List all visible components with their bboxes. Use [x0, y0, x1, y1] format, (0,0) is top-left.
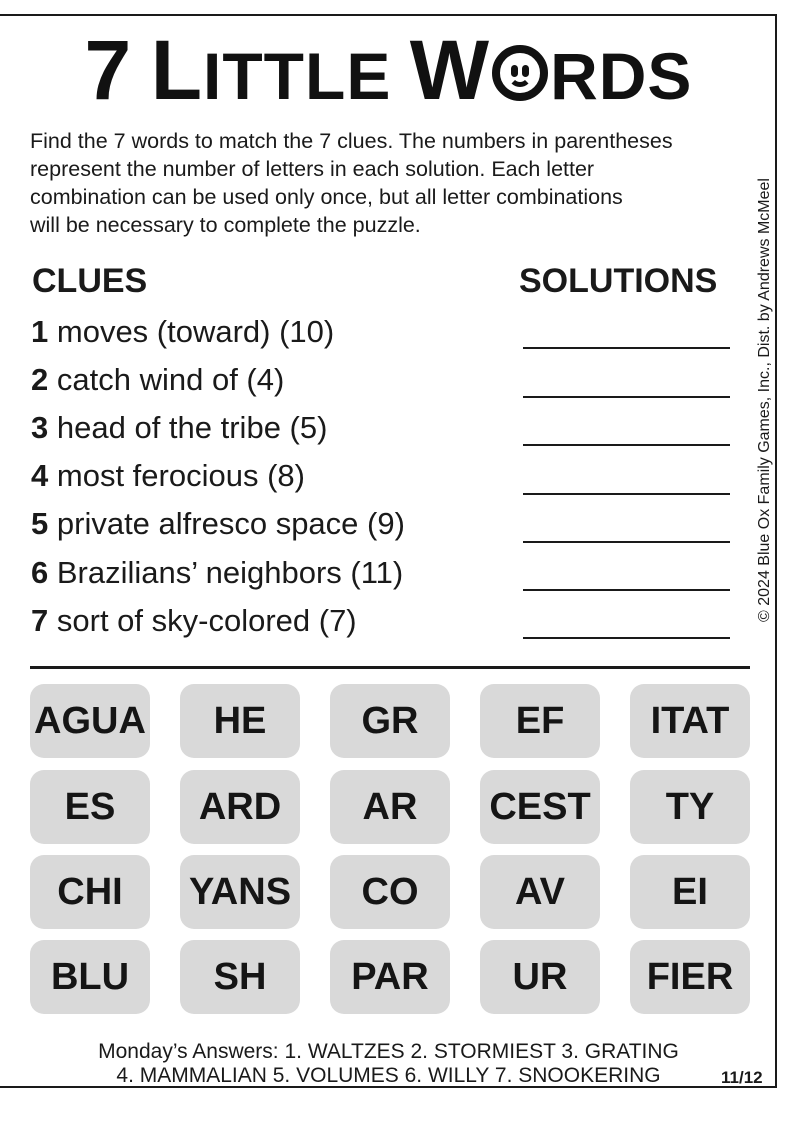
clues-header: CLUES — [32, 262, 148, 300]
clue-text: private alfresco space (9) — [56, 506, 405, 541]
letter-tile[interactable]: AGUA — [30, 684, 150, 758]
letter-tile[interactable]: ARD — [180, 770, 300, 844]
letter-tile[interactable]: SH — [180, 940, 300, 1014]
clue-number: 1 — [31, 314, 49, 349]
copyright-notice: © 2024 Blue Ox Family Games, Inc., Dist. by Andrews McMeel — [756, 178, 773, 622]
letter-tile[interactable]: ITAT — [630, 684, 750, 758]
clue-2 — [31, 362, 284, 398]
instructions-line: represent the number of letters in each solution. Each letter — [30, 157, 595, 181]
letter-tile[interactable]: TY — [630, 770, 750, 844]
clue-4 — [31, 458, 305, 494]
answers-line-1: Monday’s Answers: 1. WALTZES 2. STORMIEST 3. GRATING — [98, 1040, 679, 1063]
letter-tile[interactable]: FIER — [630, 940, 750, 1014]
clue-number: 4 — [31, 458, 49, 493]
instructions — [30, 127, 760, 239]
clue-3 — [31, 410, 327, 446]
letter-tile[interactable]: YANS — [180, 855, 300, 929]
letter-tile[interactable]: HE — [180, 684, 300, 758]
letter-tile[interactable]: CEST — [480, 770, 600, 844]
solution-blank-1[interactable] — [523, 347, 730, 349]
solution-blank-4[interactable] — [523, 493, 730, 495]
title-word1-rest: ITTLE — [203, 39, 392, 113]
letter-tile[interactable]: PAR — [330, 940, 450, 1014]
section-divider — [30, 666, 750, 669]
clue-7 — [31, 603, 357, 639]
letter-tile[interactable]: UR — [480, 940, 600, 1014]
smiley-face-icon — [492, 45, 548, 101]
letter-tile[interactable]: CO — [330, 855, 450, 929]
previous-answers — [0, 1040, 777, 1088]
title-word2-initial: W — [409, 23, 491, 117]
instructions-line: Find the 7 words to match the 7 clues. The numbers in parentheses — [30, 129, 673, 153]
clue-number: 2 — [31, 362, 49, 397]
clue-text: sort of sky-colored (7) — [56, 603, 357, 638]
letter-tile[interactable]: GR — [330, 684, 450, 758]
clue-6 — [31, 555, 403, 591]
solution-blank-2[interactable] — [523, 396, 730, 398]
solution-blank-5[interactable] — [523, 541, 730, 543]
instructions-line: combination can be used only once, but all letter combinations — [30, 185, 623, 209]
clue-number: 5 — [31, 506, 49, 541]
letter-tile[interactable]: BLU — [30, 940, 150, 1014]
instructions-line: will be necessary to complete the puzzle. — [30, 213, 421, 237]
title-number: 7 — [84, 23, 133, 117]
letter-tile[interactable]: AV — [480, 855, 600, 929]
letter-tile[interactable]: AR — [330, 770, 450, 844]
clue-number: 3 — [31, 410, 49, 445]
letter-tile[interactable]: ES — [30, 770, 150, 844]
clue-text: head of the tribe (5) — [56, 410, 328, 445]
publication-date: 11/12 — [721, 1068, 763, 1087]
letter-tile[interactable]: EI — [630, 855, 750, 929]
clue-text: moves (toward) (10) — [56, 314, 335, 349]
page-title — [0, 22, 777, 119]
title-word1-initial: L — [150, 23, 204, 117]
clue-5 — [31, 506, 405, 542]
solution-blank-6[interactable] — [523, 589, 730, 591]
answers-line-2: 4. MAMMALIAN 5. VOLUMES 6. WILLY 7. SNOOKERING — [116, 1064, 661, 1087]
clue-text: Brazilians’ neighbors (11) — [56, 555, 404, 590]
letter-tile[interactable]: EF — [480, 684, 600, 758]
solution-blank-3[interactable] — [523, 444, 730, 446]
solutions-header: SOLUTIONS — [519, 262, 718, 300]
clue-number: 7 — [31, 603, 49, 638]
solution-blank-7[interactable] — [523, 637, 730, 639]
clue-text: most ferocious (8) — [56, 458, 305, 493]
clue-text: catch wind of (4) — [56, 362, 285, 397]
letter-tile[interactable]: CHI — [30, 855, 150, 929]
clue-1 — [31, 314, 334, 350]
title-word2-rest: RDS — [550, 39, 693, 113]
clue-number: 6 — [31, 555, 49, 590]
